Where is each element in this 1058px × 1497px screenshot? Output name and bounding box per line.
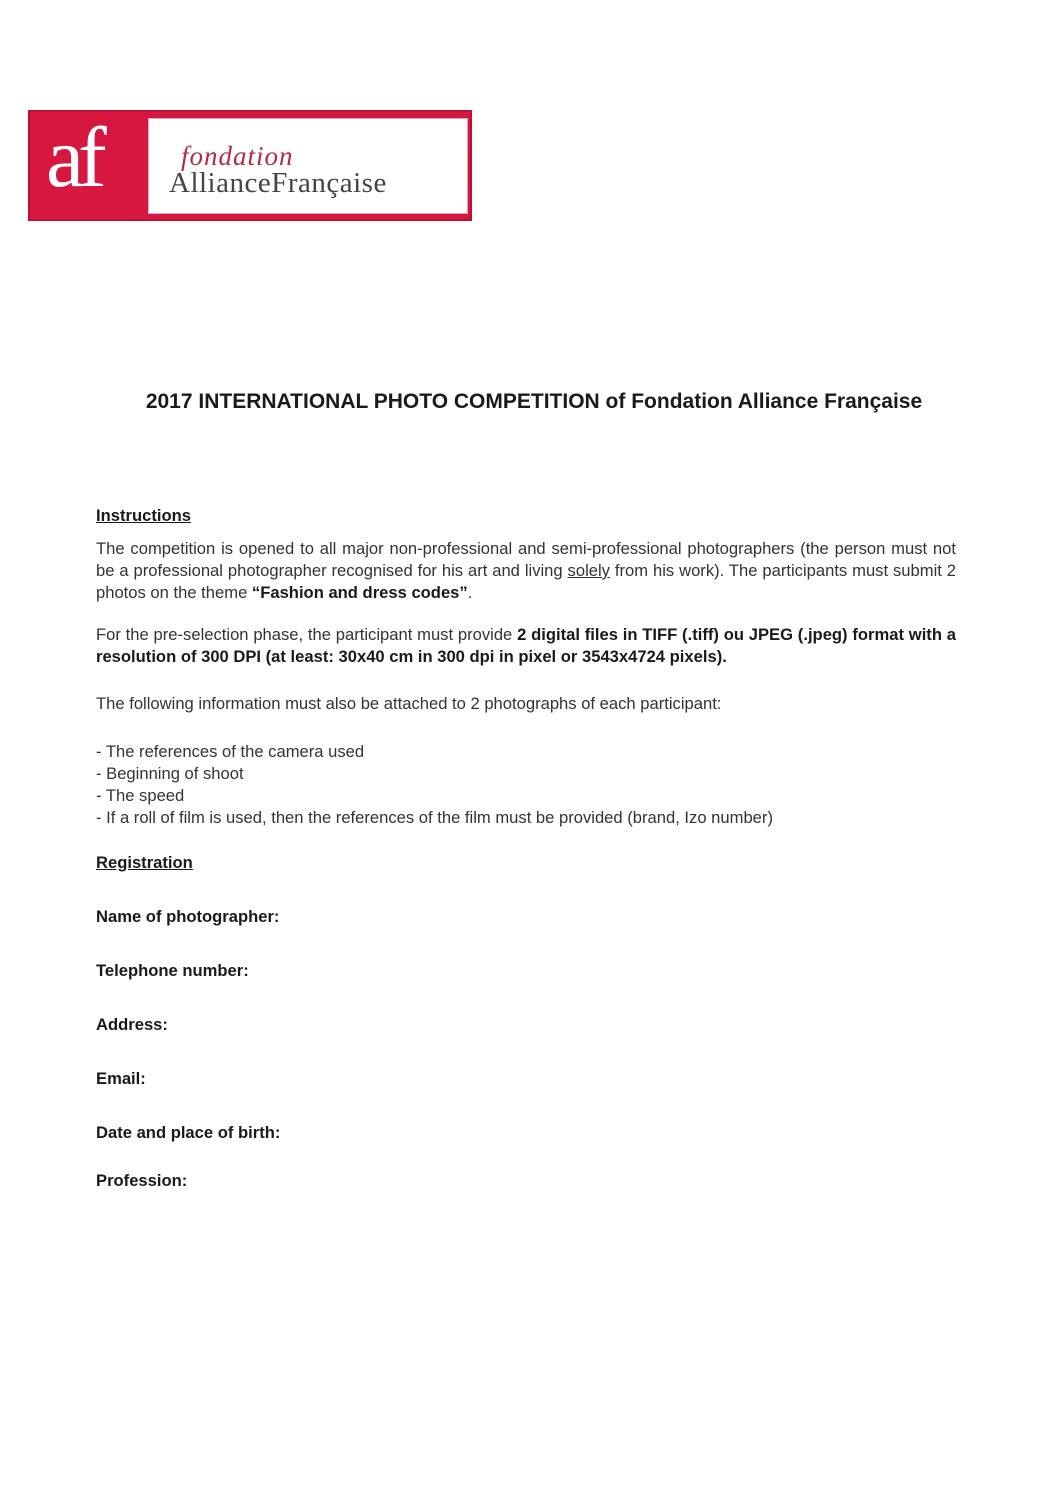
field-profession: Profession: xyxy=(96,1171,188,1190)
list-item: - If a roll of film is used, then the references of the film must be provided (brand, Izo number) xyxy=(96,808,773,827)
list-item: - Beginning of shoot xyxy=(96,764,244,783)
logo-name-text: AllianceFrançaise xyxy=(169,167,387,199)
logo-fondation-text: fondation xyxy=(181,141,294,171)
af-logo-mark: af xyxy=(46,109,101,205)
registration-heading: Registration xyxy=(96,853,193,872)
list-item: - The speed xyxy=(96,786,185,805)
field-name-of-photographer: Name of photographer: xyxy=(96,907,280,926)
p1-text-b: from his work). The participants must submit 2 photos on the theme xyxy=(96,561,956,602)
document-title: 2017 INTERNATIONAL PHOTO COMPETITION of Fondation Alliance Française xyxy=(145,390,923,413)
field-address: Address: xyxy=(96,1015,168,1034)
logo-wordmark-panel xyxy=(148,118,468,214)
instructions-paragraph-1 xyxy=(96,538,956,604)
instructions-paragraph-3: The following information must also be attached to 2 photographs of each participant: xyxy=(96,694,722,713)
p1-theme: “Fashion and dress codes” xyxy=(251,583,468,602)
alliance-francaise-logo xyxy=(28,110,472,221)
list-item: - The references of the camera used xyxy=(96,742,365,761)
p1-solely: solely xyxy=(567,561,610,580)
document-body xyxy=(96,505,956,1192)
field-telephone-number: Telephone number: xyxy=(96,961,249,980)
p1-text-a: The competition is opened to all major non-professional and semi-professional photographers (the person must not be a professional photographer recognised for his art and living xyxy=(96,539,956,580)
field-date-place-of-birth: Date and place of birth: xyxy=(96,1123,281,1142)
p1-text-c: . xyxy=(467,583,473,602)
instructions-heading: Instructions xyxy=(96,506,191,525)
p2-text-a: For the pre-selection phase, the participant must provide xyxy=(96,625,518,644)
instructions-paragraph-2 xyxy=(96,624,956,668)
p2-format-requirements: 2 digital files in TIFF (.tiff) ou JPEG (.jpeg) format with a resolution of 300 DPI (at least: 30x40 cm in 300 dpi in pixel or 3543x4724 pixels). xyxy=(96,625,956,666)
field-email: Email: xyxy=(96,1069,146,1088)
